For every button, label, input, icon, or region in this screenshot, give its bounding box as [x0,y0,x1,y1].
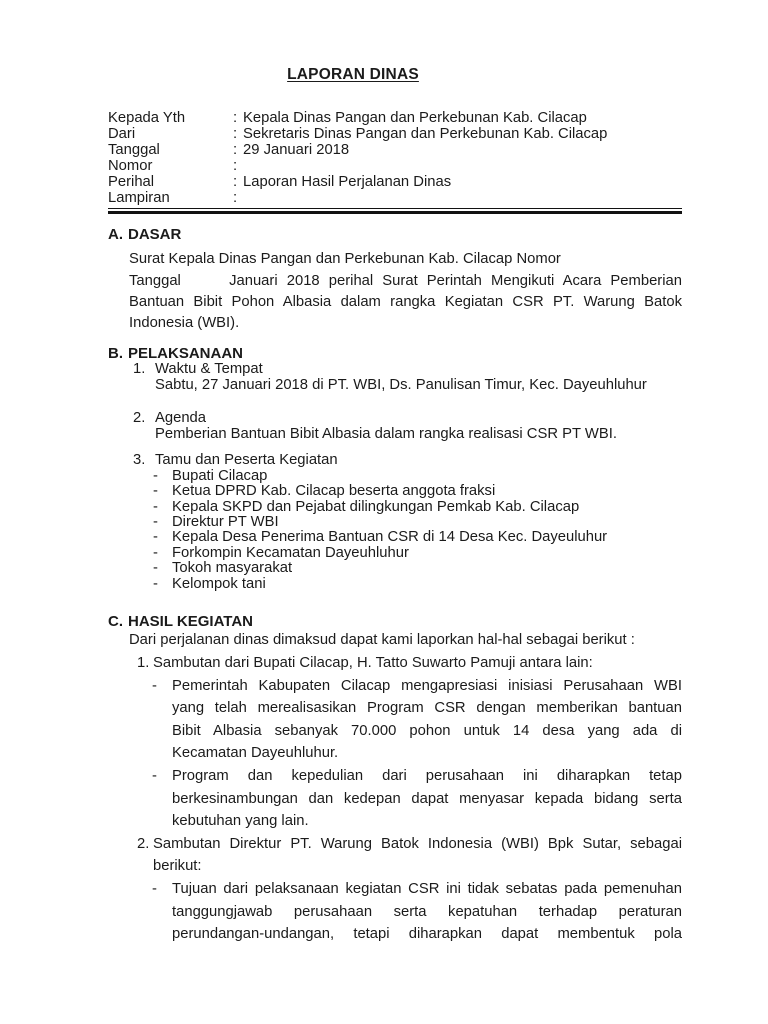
dash-marker: - [153,529,158,546]
section-heading-text: PELAKSANAAN [128,345,244,363]
item-text [155,411,682,443]
item-line: Pemerintah Kabupaten Cilacap mengapresiasi inisiasi Perusahaan WBI [172,677,682,694]
section-a-heading [108,227,682,243]
field-label: Nomor [108,157,153,174]
item-number: 1. [133,361,146,378]
item-line: Tujuan dari pelaksanaan kegiatan CSR ini tidak sebatas pada pemenuhan [172,880,682,897]
paragraph-line: Surat Kepala Dinas Pangan dan Perkebunan Kab. Cilacap Nomor [129,251,561,268]
item-number: 1. [137,655,150,672]
field-value: Laporan Hasil Perjalanan Dinas [243,173,452,190]
item-text [155,362,682,394]
numbered-item [108,453,682,469]
list-item-text: Tokoh masyarakat [172,560,293,577]
memo-field-row [108,127,682,143]
memo-field-row [108,143,682,159]
memo-field-row [108,191,682,207]
list-item [108,515,682,530]
field-colon: : [233,125,238,142]
item-text [172,675,682,765]
numbered-item [108,411,682,443]
list-item [108,530,682,545]
item-body: Sabtu, 27 Januari 2018 di PT. WBI, Ds. Panulisan Timur, Kec. Dayeuhluhur [155,377,647,394]
dash-marker: - [153,498,158,515]
list-item-text: Forkompin Kecamatan Dayeuhluhur [172,544,409,561]
item-line: perundangan-undangan, tetapi diharapkan dapat membentuk pola [172,926,682,943]
dash-marker: - [153,560,158,577]
item-line: berikut: [153,858,202,875]
dash-marker: - [152,677,157,694]
dash-marker: - [153,575,158,592]
section-b-heading [108,346,682,362]
paragraph-line [129,271,682,292]
section-letter: A. [108,226,123,244]
field-value [243,159,682,175]
paragraph-line: Bantuan Bibit Pohon Albasia dalam rangka Kegiatan CSR PT. Warung Batok [129,293,682,310]
paragraph-word: Tanggal [129,272,181,289]
field-colon: : [233,173,238,190]
dash-marker: - [153,544,158,561]
list-item-text: Ketua DPRD Kab. Cilacap beserta anggota fraksi [172,483,496,500]
item-number: 2. [133,410,146,427]
item-line: Sambutan Direktur PT. Warung Batok Indonesia (WBI) Bpk Sutar, sebagai [153,835,682,852]
item-text [155,453,682,469]
item-line: Kecamatan Dayeuhluhur. [172,745,339,762]
dash-marker: - [153,483,158,500]
section-c-intro: Dari perjalanan dinas dimaksud dapat kami laporkan hal-hal sebagai berikut : [129,632,635,649]
dash-item [108,878,682,946]
list-item-text: Direktur PT WBI [172,514,279,530]
item-line: berkesinambungan dan kedepan dapat menyasar kepada bidang serta [172,790,682,807]
item-title: Agenda [155,410,207,427]
list-item [108,469,682,484]
section-letter: C. [108,613,123,631]
list-item [108,561,682,576]
paragraph-line: Indonesia (WBI). [129,315,240,332]
item-line: Sambutan dari Bupati Cilacap, H. Tatto Suwarto Pamuji antara lain: [153,655,593,672]
memo-header [108,111,682,206]
section-letter: B. [108,345,123,363]
list-item [108,546,682,561]
field-label: Lampiran [108,189,170,206]
field-label: Perihal [108,173,155,190]
list-item-text: Kepala SKPD dan Pejabat dilingkungan Pemkab Kab. Cilacap [172,498,580,515]
field-label: Dari [108,125,136,142]
memo-field-row [108,111,682,127]
item-title: Waktu & Tempat [155,361,263,378]
dash-marker: - [153,467,158,484]
list-item [108,500,682,515]
item-number: 2. [137,835,150,852]
section-heading-text: DASAR [128,226,182,244]
field-label: Tanggal [108,141,160,158]
item-number: 3. [133,451,146,468]
item-line: Bibit Albasia sebanyak 70.000 pohon untuk 14 desa yang ada di [172,722,682,739]
header-divider [108,208,682,214]
field-colon: : [233,157,238,174]
field-value: 29 Januari 2018 [243,141,350,158]
section-a-body [129,249,682,334]
paragraph-word: Januari 2018 perihal Surat Perintah Mengikuti Acara Pemberian [229,272,682,289]
list-item-text: Kepala Desa Penerima Bantuan CSR di 14 Desa Kec. Dayeuluhur [172,529,608,546]
item-line: yang telah merealisasikan Program CSR dengan memberikan bantuan [172,700,682,717]
numbered-item [108,362,682,394]
item-text [153,652,682,675]
dash-item [108,765,682,833]
item-text [153,833,682,878]
list-item-text: Bupati Cilacap [172,467,268,484]
field-value: Sekretaris Dinas Pangan dan Perkebunan Kab. Cilacap [243,125,608,142]
list-item [108,577,682,592]
guest-list [108,469,682,592]
item-text [172,878,682,946]
field-value [243,191,682,207]
memo-field-row [108,175,682,191]
document-content [108,0,682,946]
list-item [108,484,682,499]
item-title: Tamu dan Peserta Kegiatan [155,451,338,468]
field-value: Kepala Dinas Pangan dan Perkebunan Kab. Cilacap [243,110,587,126]
numbered-item [108,652,682,675]
item-line: kebutuhan yang lain. [172,813,309,830]
section-c-heading [108,614,682,630]
numbered-item [108,833,682,878]
memo-field-row [108,159,682,175]
field-label: Kepada Yth [108,110,186,126]
dash-marker: - [152,880,157,897]
item-text [172,765,682,833]
dash-marker: - [153,514,158,530]
section-heading-text: HASIL KEGIATAN [128,613,254,631]
dash-item [108,675,682,765]
field-colon: : [233,110,238,126]
list-item-text: Kelompok tani [172,575,266,592]
section-c-list [108,652,682,946]
field-colon: : [233,189,238,206]
item-line: tanggungjawab perusahaan serta kepatuhan terhadap peraturan [172,903,682,920]
item-line: Program dan kepedulian dari perusahaan ini diharapkan tetap [172,768,682,784]
item-body: Pemberian Bantuan Bibit Albasia dalam rangka realisasi CSR PT WBI. [155,425,617,442]
dash-marker: - [152,768,157,784]
document-title: LAPORAN DINAS [287,66,419,83]
field-colon: : [233,141,238,158]
